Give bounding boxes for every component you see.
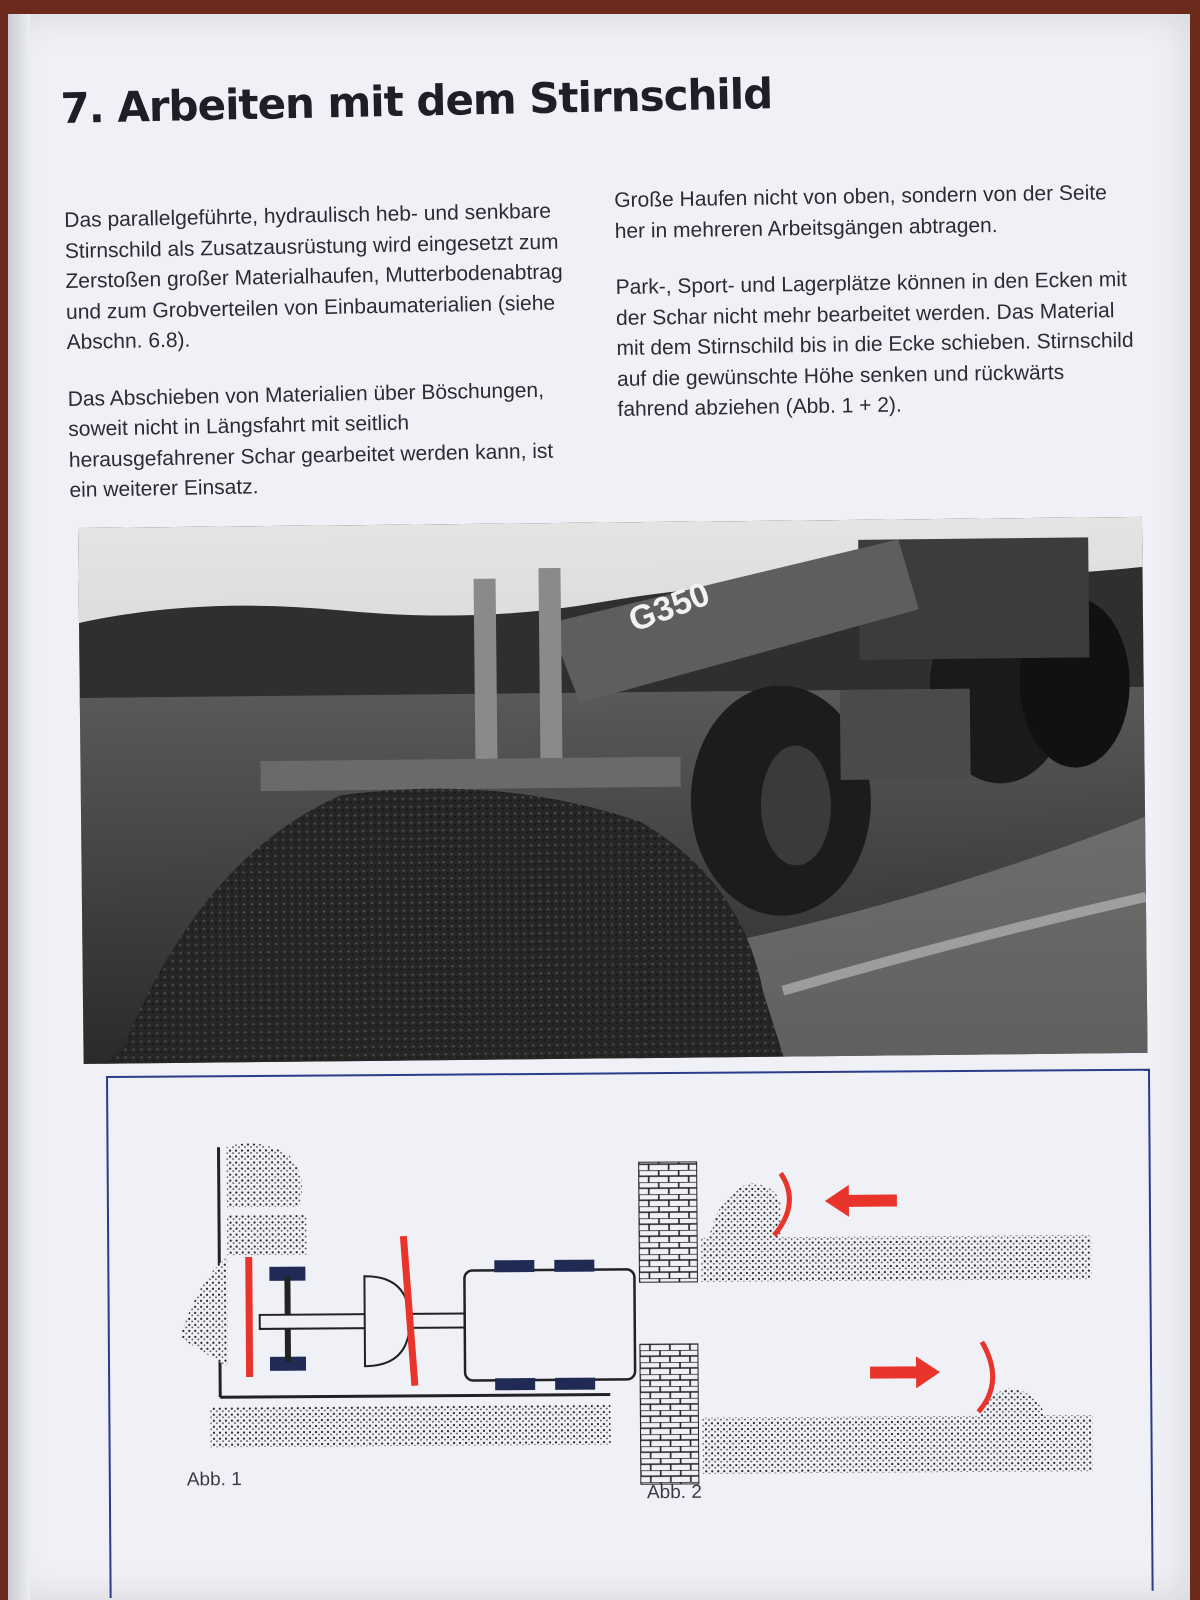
figure-1-plan-view — [178, 1141, 635, 1448]
figure-2-section-views — [639, 1159, 1093, 1484]
paragraph: Park-, Sport- und Lagerplätze können in den Ecken mit der Schar nicht mehr bearbeitet werden. Das Material mit dem Stirnschild bis in die Ecke schieben. Stirnschild auf die gewünschte Höhe senken und rückwärts fahrend abziehen (Abb. 1 + 2). — [615, 267, 1134, 421]
paragraph: Das Abschieben von Materialien über Böschungen, soweit nicht in Längsfahrt mit seitlich herausgefahrener Schar gearbeitet werden kann, ist ein weiterer Einsatz. — [67, 378, 554, 502]
page-spine-shadow — [8, 14, 30, 1600]
figure-1-caption: Abb. 1 — [186, 1469, 242, 1491]
machine-label: G350 — [623, 574, 715, 640]
figure-2-caption: Abb. 2 — [646, 1481, 702, 1504]
paragraph: Große Haufen nicht von oben, sondern von der Seite her in mehreren Arbeitsgängen abtragen. — [614, 181, 1107, 243]
brochure-page — [8, 14, 1190, 1600]
right-text-column — [614, 178, 1138, 452]
grader-photo — [78, 517, 1148, 1064]
page-title: 7. Arbeiten mit dem Stirnschild — [60, 69, 773, 133]
abb-diagrams — [108, 1071, 1152, 1598]
diagram-frame — [106, 1069, 1154, 1598]
grader-photo-illustration — [78, 517, 1148, 1064]
left-text-column — [64, 196, 570, 532]
paragraph: Das parallelgeführte, hydraulisch heb- und senkbare Stirnschild als Zusatzausrüstung wird eingesetzt zum Zerstoßen großer Materialhaufen, Mutterbodenabtrag und zum Grobverteilen von Einbaumaterialien (siehe Abschn. 6.8). — [64, 199, 563, 354]
